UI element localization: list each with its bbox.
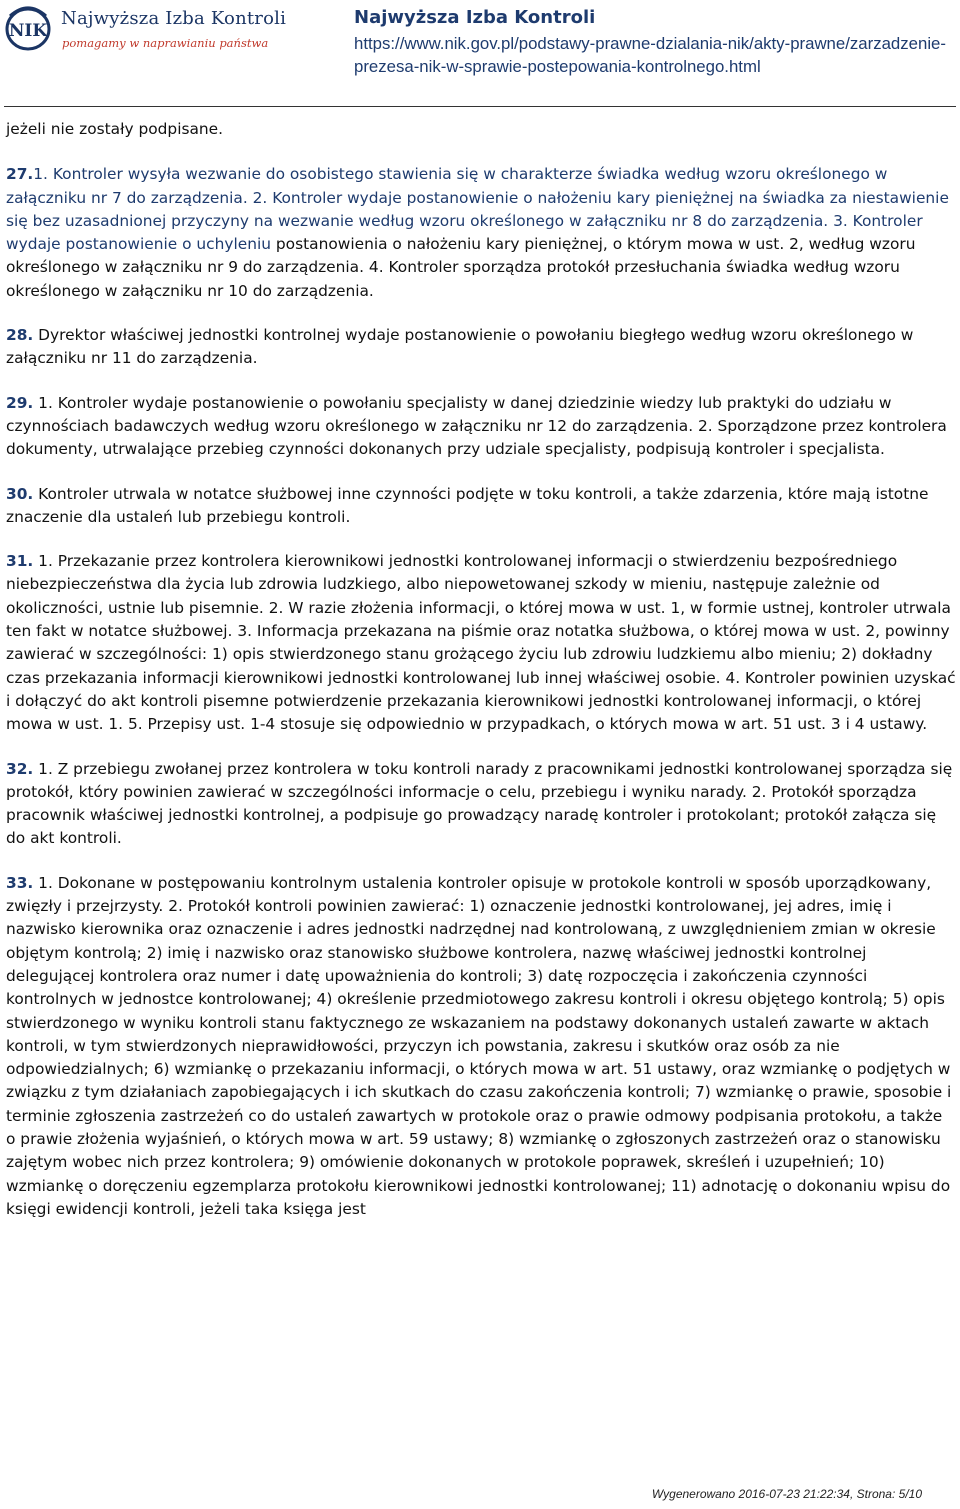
logo-text: NIK (8, 21, 48, 41)
paragraph-30 (6, 483, 956, 530)
paragraph-number: 31. (6, 552, 34, 571)
paragraph-text: 1. Z przebiegu zwołanej przez kontrolera w toku kontroli narady z pracownikami jednostki kontrolowanej sporządza się protokół, który powinien zawierać w szczególności informacje o celu, przebiegu i wyniku narady. 2. Protokół sporządza pracownik właściwej jednostki kontrolnej, a podpisuje go prowadzący naradę kontroler i protokolant; protokół załącza się do akt kontroli. (6, 759, 953, 848)
paragraph-27 (6, 163, 956, 303)
generated-footer: Wygenerowano 2016-07-23 21:22:34, Strona: 5/10 (651, 1487, 922, 1501)
header-divider (4, 106, 956, 107)
paragraph-number: 33. (6, 873, 34, 892)
paragraph-29 (6, 392, 956, 462)
paragraph-number: 28. (6, 326, 34, 345)
paragraph-text: 1. Dokonane w postępowaniu kontrolnym ustalenia kontroler opisuje w protokole kontroli w sposób uporządkowany, zwięzły i przejrzysty. 2. Protokół kontroli powinien zawierać: 1) oznaczenie jednostki kontrolowanej, jej adres, imię i nazwisko kierownika oraz oznaczenie i adres jednostki nadrzędnej nad kontrolowaną, z uwzględnieniem zmian w okresie objętym kontrolą; 2) imię i nazwisko oraz stanowisko służbowe kontrolera, nazwę właściwej jednostki kontrolnej delegującej kontrolera oraz numer i datę upoważnienia do kontroli; 3) datę rozpoczęcia i zakończenia czynności kontrolnych w jednostce kontrolowanej; 4) określenie przedmiotowego zakresu kontroli i okresu objętego kontrolą; 5) opis stwierdzonego w wyniku kontroli stanu faktycznego ze wskazaniem na podstawy dokonanych ustaleń zawarte w aktach kontroli, w tym stwierdzonych nieprawidłowości, przyczyn ich powstania, zakresu i skutków oraz osób za nie odpowiedzialnych; 6) wzmiankę o przekazaniu informacji, o których mowa w art. 51 ustawy, oraz wzmiankę o podjętych w związku z tym działaniach zapobiegających i ich skutkach do czasu zakończenia kontroli; 7) wzmiankę o prawie, sposobie i terminie zgłoszenia zastrzeżeń co do ustaleń zawartych w protokole oraz o prawie odmowy podpisania protokołu, a także o prawie złożenia wyjaśnień, o których mowa w art. 59 ustawy; 8) wzmiankę o zgłoszonych zastrzeżeń oraz o stanowisku zajętym wobec nich przez kontrolera; 9) omówienie dokonanych w protokole poprawek, skreśleń i uzupełnień; 10) wzmiankę o doręczeniu egzemplarza protokołu kierownikowi jednostki kontrolowanej; 11) adnotację o dokonaniu wpisu do księgi ewidencji kontroli, jeżeli taka księga jest (6, 873, 952, 1218)
paragraph-number: 29. (6, 393, 34, 412)
page-header (0, 0, 960, 112)
paragraph-number: 30. (6, 484, 34, 503)
paragraph-text: 1. Kontroler wydaje postanowienie o powołaniu specjalisty w danej dziedzinie wiedzy lub praktyki do udziału w czynnościach badawczych według wzoru określonego w załączniku nr 12 do zarządzenia. 2. Sporządzone przez kontrolera dokumenty, utrwalające przebieg czynności dokonanych przy udziale specjalisty, podpisują kontroler i specjalista. (6, 393, 947, 459)
paragraph-31 (6, 550, 956, 736)
paragraph-number: 32. (6, 759, 34, 778)
paragraph-lead-text: 1. Kontroler wysyła wezwanie do osobistego stawienia się w charakterze świadka według wzoru określonego w załączniku nr 7 do zarządzenia. 2. Kontroler wydaje postanowienie o nałożeniu kary pieniężnej na świadka za niestawienie się bez uzasadnionej przyczyny na wezwanie według wzoru określonego w załączniku nr 8 do zarządzenia. 3. Kontroler wydaje postanowienie o uchyleniu (6, 165, 949, 254)
nik-logo-icon (4, 4, 52, 52)
paragraph-text: Dyrektor właściwej jednostki kontrolnej wydaje postanowienie o powołaniu biegłego według wzoru określonego w załączniku nr 11 do zarządzenia. (6, 326, 914, 368)
header-title: Najwyższa Izba Kontroli (354, 7, 596, 28)
logo-org-name: Najwyższa Izba Kontroli (61, 8, 287, 29)
paragraph-text: postanowienia o nałożeniu kary pieniężnej, o którym mowa w ust. 2, według wzoru określonego w załączniku nr 9 do zarządzenia. 4. Kontroler sporządza protokół przesłuchania świadka według wzoru określonego w załączniku nr 10 do zarządzenia. (6, 235, 916, 300)
logo-tagline: pomagamy w naprawianiu państwa (62, 36, 269, 50)
paragraph-number: 27. (6, 165, 34, 184)
source-url-link[interactable]: https://www.nik.gov.pl/podstawy-prawne-dzialania-nik/akty-prawne/zarzadzenie-prezesa-nik-w-sprawie-postepowania-kontrolnego.html (354, 34, 946, 76)
paragraph-text: Kontroler utrwala w notatce służbowej inne czynności podjęte w toku kontroli, a także zdarzenia, które mają istotne znaczenie dla ustaleń lub przebiegu kontroli. (6, 484, 929, 526)
document-body (6, 118, 956, 1242)
paragraph-text: 1. Przekazanie przez kontrolera kierownikowi jednostki kontrolowanej informacji o stwierdzeniu bezpośredniego niebezpieczeństwa dla życia lub zdrowia ludzkiego, albo niepowetowanej szkody w mieniu, następuje zależnie od okoliczności, ustnie lub pisemnie. 2. W razie złożenia informacji, o której mowa w ust. 1, w formie ustnej, kontroler utrwala ten fakt w notatce służbowej. 3. Informacja przekazana na piśmie oraz notatka służbowa, o której mowa w ust. 2, powinny zawierać w szczególności: 1) opis stwierdzonego stanu grożącego życiu lub zdrowiu ludzkiemu albo mieniu; 2) dokładny czas przekazania informacji kierownikowi jednostki kontrolowanej lub innej właściwej osobie. 4. Kontroler powinien uzyskać i dołączyć do akt kontroli pisemne potwierdzenie przekazania kierownikowi jednostki kontrolowanej informacji, o której mowa w ust. 1. 5. Przepisy ust. 1-4 stosuje się odpowiednio w przypadkach, o których mowa w art. 51 ust. 3 i 4 ustawy. (6, 552, 956, 734)
paragraph-28 (6, 324, 956, 371)
paragraph-32 (6, 758, 956, 851)
paragraph-33 (6, 872, 956, 1221)
intro-line: jeżeli nie zostały podpisane. (6, 120, 224, 138)
